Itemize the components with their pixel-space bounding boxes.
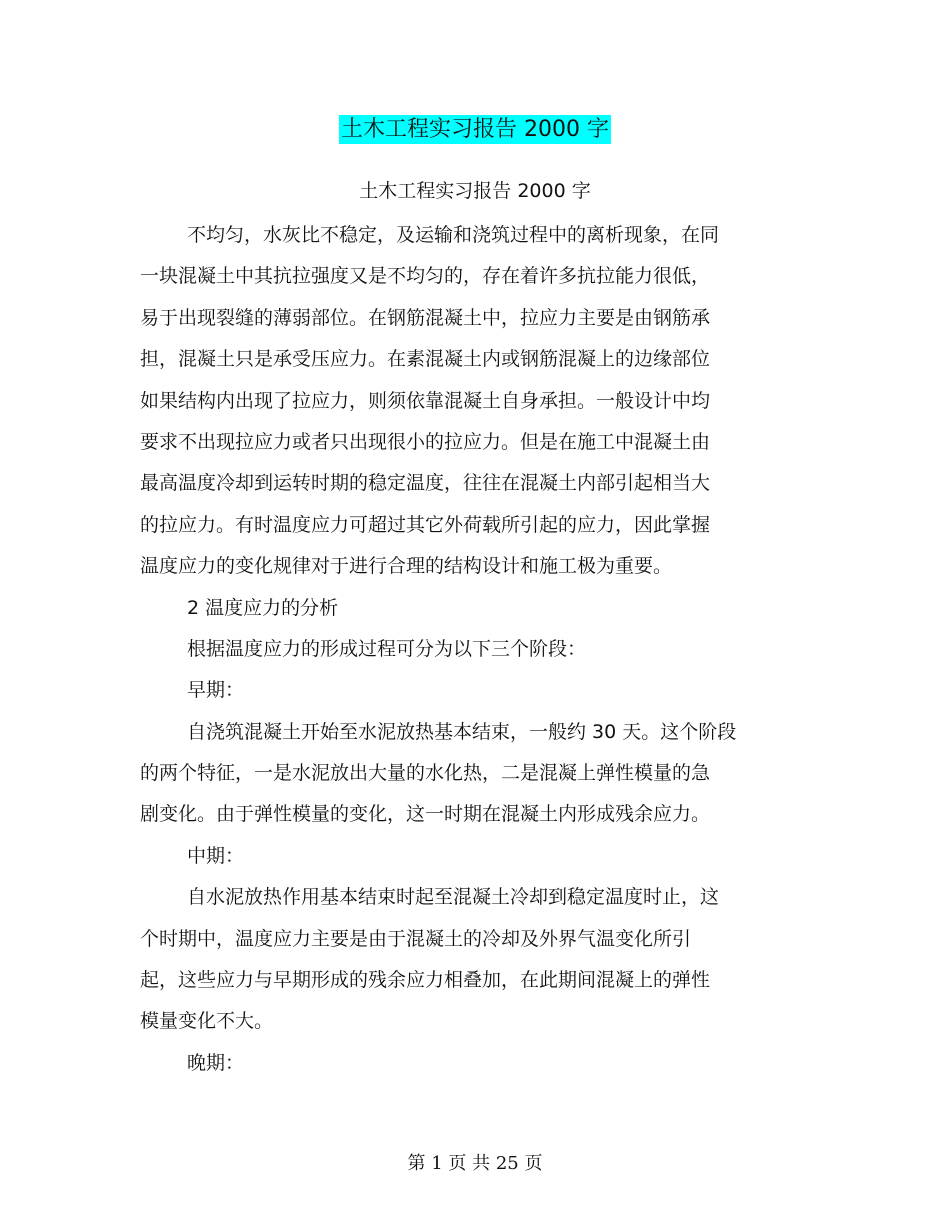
paragraph-line: 一块混凝土中其抗拉强度又是不均匀的，存在着许多抗拉能力很低， xyxy=(140,265,711,288)
paragraph-line: 中期： xyxy=(187,844,245,867)
page-title-highlight: 土木工程实习报告 2000 字 xyxy=(341,117,609,142)
paragraph-line: 起，这些应力与早期形成的残余应力相叠加，在此期间混凝上的弹性 xyxy=(140,969,711,992)
body-text xyxy=(140,220,820,1089)
page-title xyxy=(0,113,950,147)
paragraph-line: 自水泥放热作用基本结束时起至混凝土冷却到稳定温度时止，这 xyxy=(187,886,720,909)
paragraph-line: 个时期中，温度应力主要是由于混凝土的冷却及外界气温变化所引 xyxy=(140,927,692,950)
paragraph-line: 的两个特征，一是水泥放出大量的水化热，二是混凝上弹性模量的急 xyxy=(140,762,711,785)
paragraph-line: 的拉应力。有时温度应力可超过其它外荷载所引起的应力，因此掌握 xyxy=(140,513,711,536)
paragraph-line: 要求不出现拉应力或者只出现很小的拉应力。但是在施工中混凝土由 xyxy=(140,430,711,453)
paragraph-line: 2 温度应力的分析 xyxy=(187,596,339,619)
paragraph-line: 晚期： xyxy=(187,1051,245,1074)
page-footer: 第 1 页 共 25 页 xyxy=(407,1153,543,1174)
paragraph-line: 最高温度冷却到运转时期的稳定温度，往往在混凝土内部引起相当大 xyxy=(140,472,711,495)
paragraph-line: 温度应力的变化规律对于进行合理的结构设计和施工极为重要。 xyxy=(140,555,673,578)
paragraph-line: 早期： xyxy=(187,679,245,702)
paragraph-line: 模量变化不大。 xyxy=(140,1010,274,1033)
paragraph-line: 剧变化。由于弹性模量的变化，这一时期在混凝土内形成残余应力。 xyxy=(140,803,711,826)
paragraph-line: 易于出现裂缝的薄弱部位。在钢筋混凝土中，拉应力主要是由钢筋承 xyxy=(140,306,711,329)
paragraph-line: 不均匀，水灰比不稳定，及运输和浇筑过程中的离析现象，在同 xyxy=(187,224,720,246)
document-subtitle: 土木工程实习报告 2000 字 xyxy=(359,180,591,202)
paragraph-line: 自浇筑混凝土开始至水泥放热基本结束，一般约 30 天。这个阶段 xyxy=(187,720,737,743)
paragraph-line: 如果结构内出现了拉应力，则须依靠混凝土自身承担。一般设计中均 xyxy=(140,389,711,412)
paragraph-line: 担，混凝土只是承受压应力。在素混凝土内或钢筋混凝上的边缘部位 xyxy=(140,348,711,371)
paragraph-line: 根据温度应力的形成过程可分为以下三个阶段： xyxy=(187,637,587,660)
